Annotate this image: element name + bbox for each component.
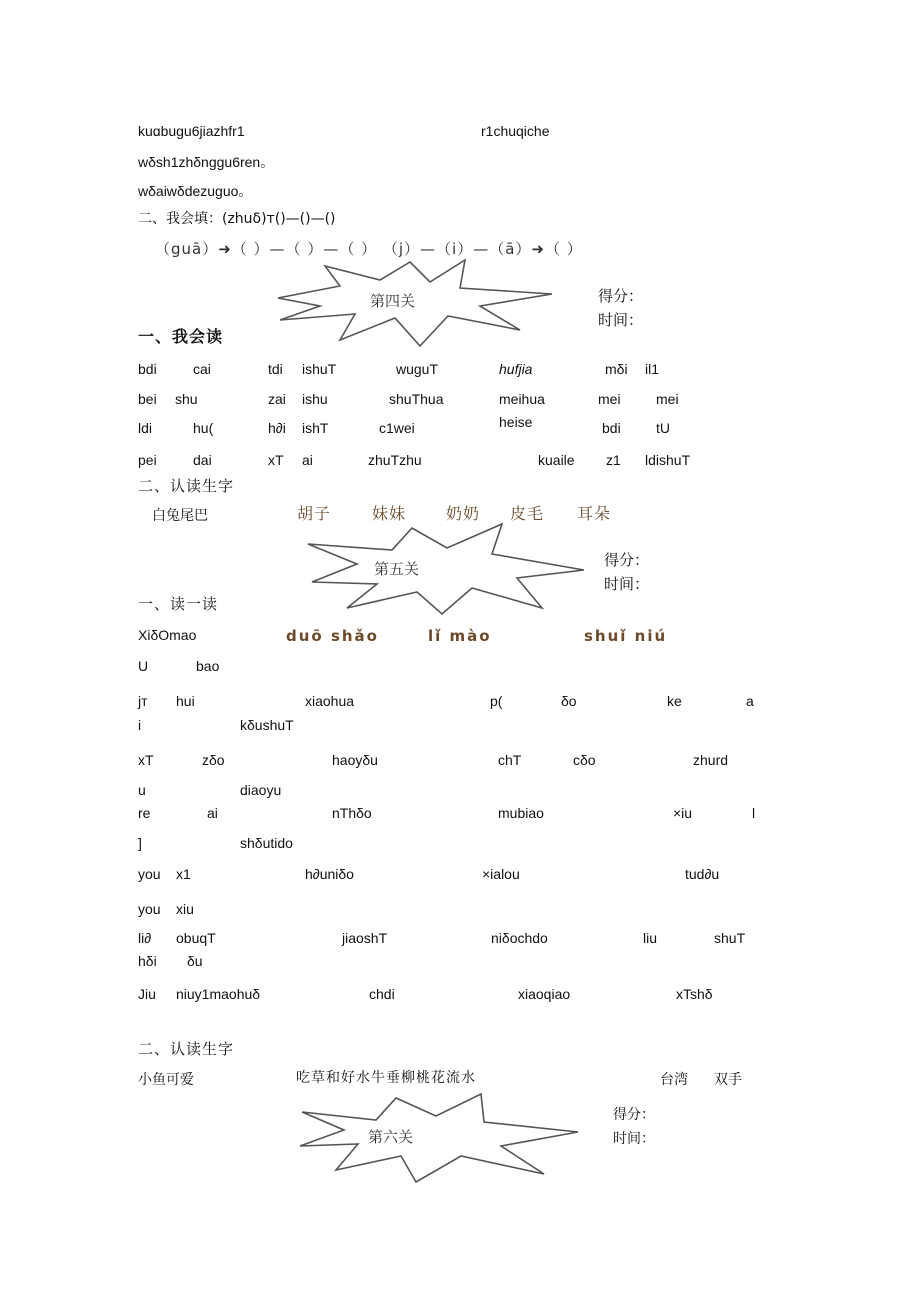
time-label: 时间： (613, 1131, 655, 1147)
time-label: 时间： (598, 311, 644, 329)
pinyin-word: jiaoshT (342, 930, 388, 946)
pinyin-word: p( (490, 693, 503, 709)
pinyin-word: l (752, 805, 756, 821)
pinyin-word: shuT (714, 930, 746, 946)
pinyin-word: jт (138, 693, 148, 709)
pinyin-word: zai (268, 391, 286, 407)
fill-heading: 二、我会填：(zhuδ)т()—()—() (138, 211, 336, 227)
pinyin-word: wuguT (396, 361, 439, 377)
pinyin-word: zδo (202, 752, 225, 768)
pinyin-word: hδi (138, 953, 157, 969)
section-heading: 二、认读生字 (138, 1040, 235, 1058)
pinyin-word: mδi (605, 361, 628, 377)
pinyin-word: meihua (499, 391, 545, 407)
section-heading: 一、我会读 (138, 327, 224, 346)
pinyin-word: xT (138, 752, 154, 768)
pinyin-word: bdi (138, 361, 157, 377)
pinyin-word: z1 (606, 452, 621, 468)
section-heading: 二、认读生字 (138, 477, 235, 495)
character-group: 胡子 (297, 504, 332, 523)
pinyin-word: diaoyu (240, 782, 282, 798)
character-group: 妹妹 (372, 504, 407, 523)
pinyin-word: ldi (138, 420, 153, 436)
pinyin-word: shuThua (389, 391, 444, 407)
level-title: 第四关 (370, 292, 416, 310)
time-label: 时间： (604, 575, 650, 593)
pinyin-word: xiaohua (305, 693, 355, 709)
pinyin-word: ai (207, 805, 218, 821)
pinyin-word: ishuT (302, 361, 337, 377)
pinyin-word: h∂uniδo (305, 866, 354, 882)
level-star-badge (270, 258, 560, 348)
pinyin-word: shδutido (240, 835, 293, 851)
pinyin-word: you (138, 901, 161, 917)
character-group: 白兔尾巴 (152, 508, 208, 524)
level-star-badge (296, 1092, 586, 1184)
pinyin-word: zhurd (693, 752, 729, 768)
character-group: 吃草和好水牛垂柳桃花流水 (296, 1070, 476, 1086)
level-title: 第六关 (368, 1128, 414, 1146)
fill-row: （guā）➜（ ）—（ ）—（ ） （j）—（i）—（ā）➜（ ） (155, 240, 583, 258)
pinyin-word: xiaoqiao (518, 986, 571, 1002)
pinyin-word: ×iu (673, 805, 693, 821)
pinyin-word: bao (196, 658, 220, 674)
pinyin-word: re (138, 805, 151, 821)
pinyin-word: xiu (176, 901, 194, 917)
level-title: 第五关 (374, 560, 420, 578)
pinyin-word: ai (302, 452, 313, 468)
pinyin-word: obuqT (176, 930, 216, 946)
character-group: 奶奶 (446, 504, 481, 523)
pinyin-word: u (138, 782, 146, 798)
level-star-badge (302, 522, 592, 616)
score-label: 得分： (613, 1107, 655, 1123)
pinyin-word: chT (498, 752, 522, 768)
pinyin-word: bei (138, 391, 157, 407)
pinyin-word: pei (138, 452, 157, 468)
pinyin-line: wδsh1zhδnggu6ren。 (138, 154, 275, 170)
character-group: 皮毛 (510, 504, 545, 523)
pinyin-word: ldishuT (645, 452, 691, 468)
pinyin-word: kuaile (538, 452, 575, 468)
pinyin-line: kuɑbugu6jiazhfr1 (138, 123, 245, 139)
pinyin-word: dai (193, 452, 212, 468)
pinyin-word: mei (656, 391, 679, 407)
pinyin-word: ] (138, 835, 142, 851)
pinyin-word: cδo (573, 752, 596, 768)
character-group: 双手 (714, 1072, 742, 1088)
pinyin-word: δu (187, 953, 203, 969)
pinyin-word: ke (667, 693, 682, 709)
pinyin-word: shu (175, 391, 198, 407)
pinyin-word: U (138, 658, 149, 674)
section-heading: 一、读一读 (138, 595, 219, 613)
score-label: 得分： (604, 551, 650, 569)
pinyin-word: zhuTzhu (368, 452, 422, 468)
pinyin-word: chdi (369, 986, 395, 1002)
pinyin-word: c1wei (379, 420, 415, 436)
pinyin-line: wδaiwδdezuguo。 (138, 183, 253, 199)
pinyin-word: li∂ (138, 930, 152, 946)
pinyin-tone-word: shuǐ niú (584, 627, 668, 645)
pinyin-word: Jiu (138, 986, 156, 1002)
pinyin-word: haoyδu (332, 752, 378, 768)
pinyin-word: kδushuT (240, 717, 294, 733)
score-label: 得分： (598, 287, 644, 305)
pinyin-word: δo (561, 693, 577, 709)
pinyin-word: XiδOmao (138, 627, 197, 643)
pinyin-tone-word: duō shǎo (286, 627, 379, 645)
pinyin-tone-word: lǐ mào (428, 627, 492, 645)
pinyin-word: hufjia (499, 361, 533, 377)
pinyin-word: ishu (302, 391, 328, 407)
pinyin-word: tdi (268, 361, 283, 377)
pinyin-word: nThδo (332, 805, 372, 821)
pinyin-word: hui (176, 693, 195, 709)
character-group: 耳朵 (577, 504, 612, 523)
character-group: 台湾 (660, 1072, 688, 1088)
pinyin-word: mubiao (498, 805, 544, 821)
pinyin-word: i (138, 717, 142, 733)
character-group: 小鱼可爱 (138, 1072, 194, 1088)
pinyin-word: hu( (193, 420, 214, 436)
pinyin-word: tU (656, 420, 670, 436)
pinyin-word: liu (643, 930, 658, 946)
pinyin-word: niuy1maohuδ (176, 986, 261, 1002)
pinyin-word: ×ialou (482, 866, 520, 882)
pinyin-word: heise (499, 414, 533, 430)
pinyin-word: you (138, 866, 161, 882)
pinyin-word: cai (193, 361, 211, 377)
pinyin-word: il1 (645, 361, 660, 377)
pinyin-word: x1 (176, 866, 191, 882)
pinyin-word: tud∂u (685, 866, 720, 882)
pinyin-word: bdi (602, 420, 621, 436)
pinyin-word: xTshδ (676, 986, 713, 1002)
pinyin-word: xT (268, 452, 284, 468)
pinyin-word: h∂i (268, 420, 286, 436)
pinyin-word: ishT (302, 420, 329, 436)
pinyin-word: mei (598, 391, 621, 407)
pinyin-line: r1chuqiche (481, 123, 550, 139)
pinyin-word: niδochdo (491, 930, 548, 946)
pinyin-word: a (746, 693, 754, 709)
